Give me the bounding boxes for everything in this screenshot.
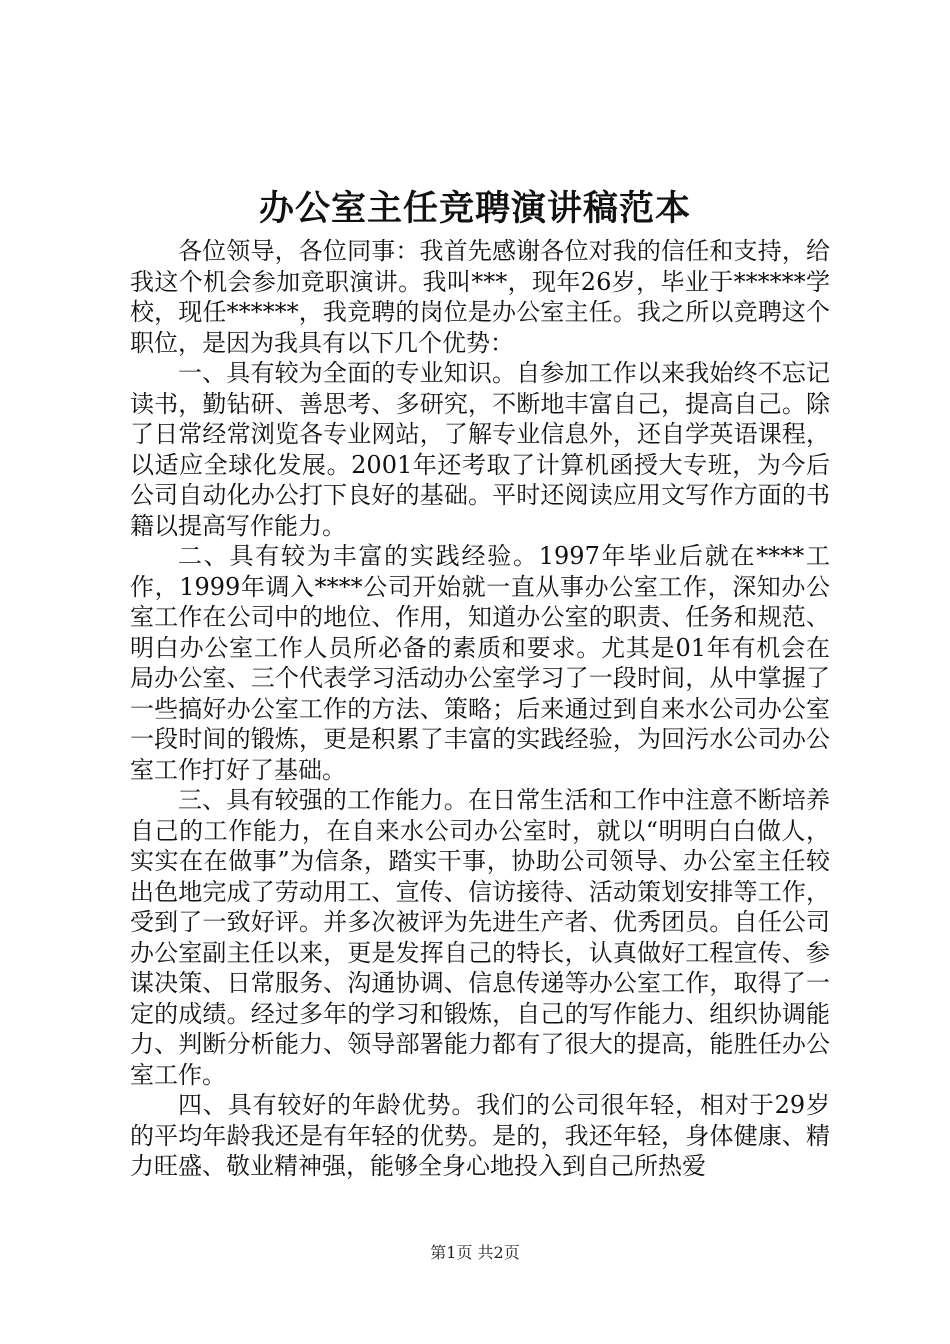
paragraph-ability: 三、具有较强的工作能力。在日常生活和工作中注意不断培养自己的工作能力，在自来水公司办公室时，就以“明明白白做人，实实在在做事”为信条，踏实干事，协助公司领导、办公室主任较出色地完成了劳动用工、宣传、信访接待、活动策划安排等工作，受到了一致好评。并多次被评为先进生产者、优秀团员。自任公司办公室副主任以来，更是发挥自己的特长，认真做好工程宣传、参谋决策、日常服务、沟通协调、信息传递等办公室工作，取得了一定的成绩。经过多年的学习和锻炼，自己的写作能力、组织协调能力、判断分析能力、领导部署能力都有了很大的提高，能胜任办公室工作。	[130, 786, 830, 1089]
paragraph-knowledge: 一、具有较为全面的专业知识。自参加工作以来我始终不忘记读书，勤钻研、善思考、多研究，不断地丰富自己，提高自己。除了日常经常浏览各专业网站，了解专业信息外，还自学英语课程，以适应全球化发展。2001年还考取了计算机函授大专班，为今后公司自动化办公打下良好的基础。平时还阅读应用文写作方面的书籍以提高写作能力。	[130, 359, 830, 540]
page-footer: 第1页 共2页	[430, 1243, 520, 1262]
paragraph-age: 四、具有较好的年龄优势。我们的公司很年轻，相对于29岁的平均年龄我还是有年轻的优势。是的，我还年轻，身体健康、精力旺盛、敬业精神强，能够全身心地投入到自己所热爱	[130, 1091, 830, 1180]
document-body	[130, 236, 830, 1182]
paragraph-intro: 各位领导，各位同事：我首先感谢各位对我的信任和支持，给我这个机会参加竞职演讲。我叫***，现年26岁，毕业于******学校，现任******，我竞聘的岗位是办公室主任。我之所以竞聘这个职位，是因为我具有以下几个优势：	[130, 237, 830, 357]
document-title: 办公室主任竞聘演讲稿范本	[258, 188, 691, 229]
paragraph-experience: 二、具有较为丰富的实践经验。1997年毕业后就在****工作，1999年调入****公司开始就一直从事办公室工作，深知办公室工作在公司中的地位、作用，知道办公室的职责、任务和规范、明白办公室工作人员所必备的素质和要求。尤其是01年有机会在局办公室、三个代表学习活动办公室学习了一段时间，从中掌握了一些搞好办公室工作的方法、策略；后来通过到自来水公司办公室一段时间的锻炼，更是积累了丰富的实践经验，为回污水公司办公室工作打好了基础。	[130, 542, 830, 784]
